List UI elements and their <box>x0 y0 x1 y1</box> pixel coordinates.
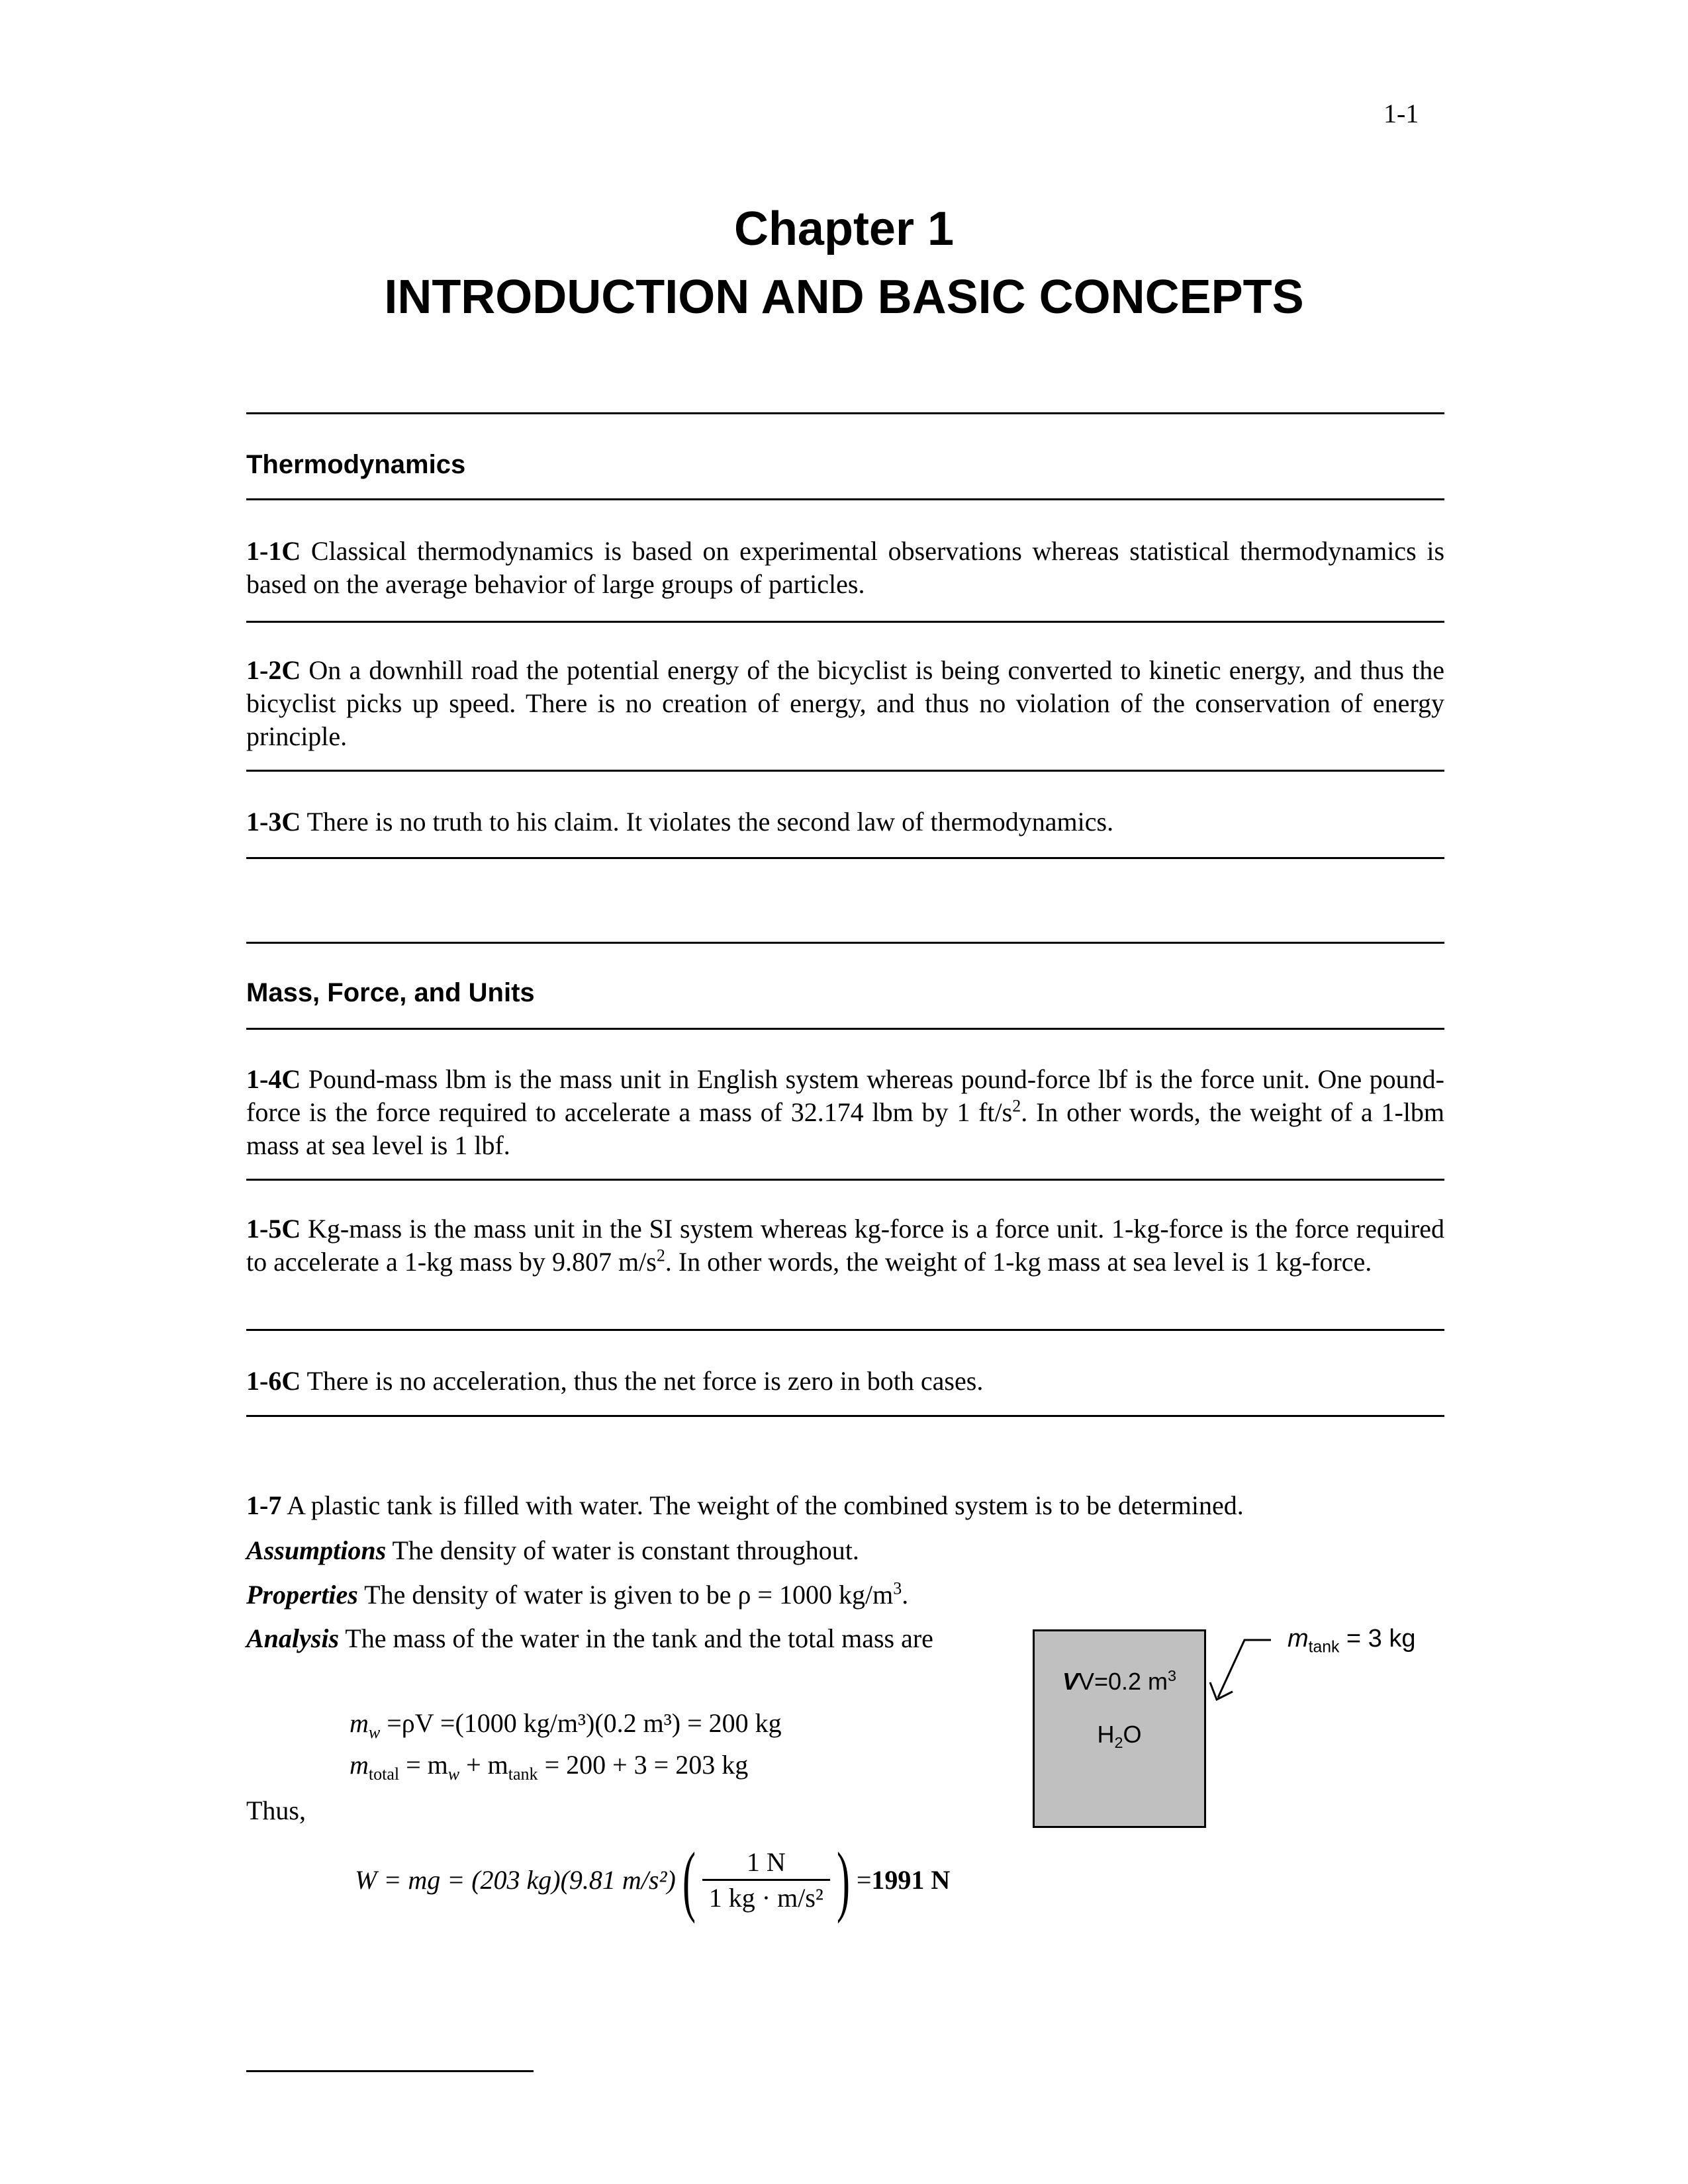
volume-text: V=0.2 m <box>1078 1668 1168 1695</box>
divider <box>246 942 1444 944</box>
problem-1-5c <box>246 1212 1444 1279</box>
properties-line <box>246 1578 1444 1612</box>
properties-label: Properties <box>246 1580 358 1610</box>
divider <box>246 1028 1444 1030</box>
equation-total-mass <box>350 1749 749 1784</box>
symbol-m: m <box>350 1708 369 1738</box>
chapter-label: Chapter 1 <box>733 203 955 255</box>
problem-text-end: . In other words, the weight of 1-kg mass at sea level is 1 kg-force. <box>665 1247 1372 1277</box>
problem-text: A plastic tank is filled with water. The weight of the combined system is to be determined. <box>287 1490 1244 1520</box>
assumptions-line <box>246 1534 1444 1567</box>
properties-text: The density of water is given to be ρ = 1000 kg/m <box>364 1580 894 1610</box>
contents-text: H <box>1097 1721 1115 1748</box>
equation-weight <box>355 1835 951 1933</box>
superscript: 3 <box>1168 1667 1177 1684</box>
problem-id: 1-3C <box>246 807 301 837</box>
divider <box>246 1415 1444 1417</box>
divider <box>246 498 1444 500</box>
problem-1-2c <box>246 654 1444 753</box>
problem-text: Kg-mass is the mass unit in the SI system whereas kg-force is a force unit. 1-kg-force is the force required to accelerate a 1-kg mass by 9.807 m/s <box>246 1214 1445 1277</box>
assumptions-label: Assumptions <box>246 1535 387 1565</box>
contents-text-end: O <box>1123 1721 1142 1748</box>
page-number: 1-1 <box>1383 99 1419 128</box>
leader-line <box>1218 1640 1271 1698</box>
problem-text: On a downhill road the potential energy of the bicyclist is being converted to kinetic energy, and thus the bicyclist picks up speed. There is no creation of energy, and thus no violation of the conservation of energy principle. <box>246 655 1444 751</box>
divider <box>246 621 1444 623</box>
symbol-m: m <box>350 1750 369 1780</box>
tank-contents-label <box>1033 1721 1206 1752</box>
problem-id: 1-7 <box>246 1490 282 1520</box>
subscript: w <box>447 1764 460 1784</box>
subscript: total <box>368 1764 400 1784</box>
problem-id: 1-4C <box>246 1064 301 1094</box>
left-paren: ( <box>682 1835 696 1924</box>
assumptions-text: The density of water is constant throughout. <box>392 1535 859 1565</box>
weight-result: 1991 N <box>871 1865 951 1895</box>
subscript: w <box>368 1723 381 1742</box>
period: . <box>902 1580 909 1610</box>
section-title-mass-force-units: Mass, Force, and Units <box>246 978 535 1007</box>
equation-rhs: = m <box>399 1750 448 1780</box>
problem-1-4c <box>246 1063 1444 1162</box>
problem-id: 1-5C <box>246 1214 301 1244</box>
thus-label: Thus, <box>246 1796 306 1825</box>
analysis-label: Analysis <box>246 1623 340 1653</box>
divider <box>246 412 1444 414</box>
problem-text-end: . In other words, the weight of a 1-lbm mass at sea level is 1 lbf. <box>246 1097 1444 1160</box>
mass-value: = 3 kg <box>1339 1625 1416 1653</box>
subscript: tank <box>508 1764 538 1784</box>
footnote-rule <box>246 2070 534 2072</box>
analysis-text: The mass of the water in the tank and the total mass are <box>345 1623 933 1653</box>
problem-text: There is no acceleration, thus the net force is zero in both cases. <box>306 1366 984 1396</box>
tank-volume-label: VV=0.2 $m^3$ <box>1062 1667 1177 1695</box>
subscript: 2 <box>1114 1734 1123 1752</box>
problem-text: There is no truth to his claim. It violates the second law of thermodynamics. <box>306 807 1114 837</box>
problem-text: Classical thermodynamics is based on experimental observations whereas statistical thermodynamics is based on the average behavior of large groups of particles. <box>246 536 1445 599</box>
divider <box>246 770 1444 772</box>
problem-id: 1-2C <box>246 655 301 685</box>
equation-rhs: + m <box>459 1750 508 1780</box>
divider <box>246 857 1444 859</box>
problem-1-3c <box>246 805 1444 839</box>
divider <box>246 1179 1444 1181</box>
problem-1-1c <box>246 535 1444 601</box>
section-title-thermodynamics: Thermodynamics <box>246 450 466 479</box>
chapter-title: INTRODUCTION AND BASIC CONCEPTS <box>384 271 1304 324</box>
superscript: 2 <box>1012 1096 1021 1116</box>
equals-sign: = <box>856 1865 872 1895</box>
symbol-m: m <box>1288 1625 1309 1653</box>
analysis-line <box>246 1623 933 1654</box>
problem-id: 1-6C <box>246 1366 301 1396</box>
superscript: 2 <box>656 1246 665 1265</box>
problem-1-7 <box>246 1489 1444 1522</box>
fraction-denominator: 1 kg · m/s² <box>708 1883 823 1913</box>
problem-id: 1-1C <box>246 536 301 566</box>
right-paren: ) <box>836 1835 850 1924</box>
superscript: 3 <box>893 1578 902 1598</box>
problem-1-6c <box>246 1365 1444 1398</box>
equation-water-mass <box>350 1707 782 1742</box>
unit-fraction <box>702 1846 830 1913</box>
equation-rhs: = 200 + 3 = 203 kg <box>538 1750 749 1780</box>
subscript: tank <box>1308 1638 1340 1657</box>
fraction-numerator: 1 N <box>702 1846 830 1881</box>
leader-arrow <box>1192 1635 1311 1714</box>
problem-text: Pound-mass lbm is the mass unit in English system whereas pound-force lbf is the force unit. One pound-force is the force required to accelerate a mass of 32.174 lbm by 1 ft/s <box>246 1064 1444 1127</box>
equation-rhs: =ρV =(1000 kg/m³)(0.2 m³) = 200 kg <box>380 1708 782 1738</box>
divider <box>246 1329 1444 1331</box>
equation-lhs: W = mg = (203 kg)(9.81 m/s²) <box>355 1865 676 1895</box>
